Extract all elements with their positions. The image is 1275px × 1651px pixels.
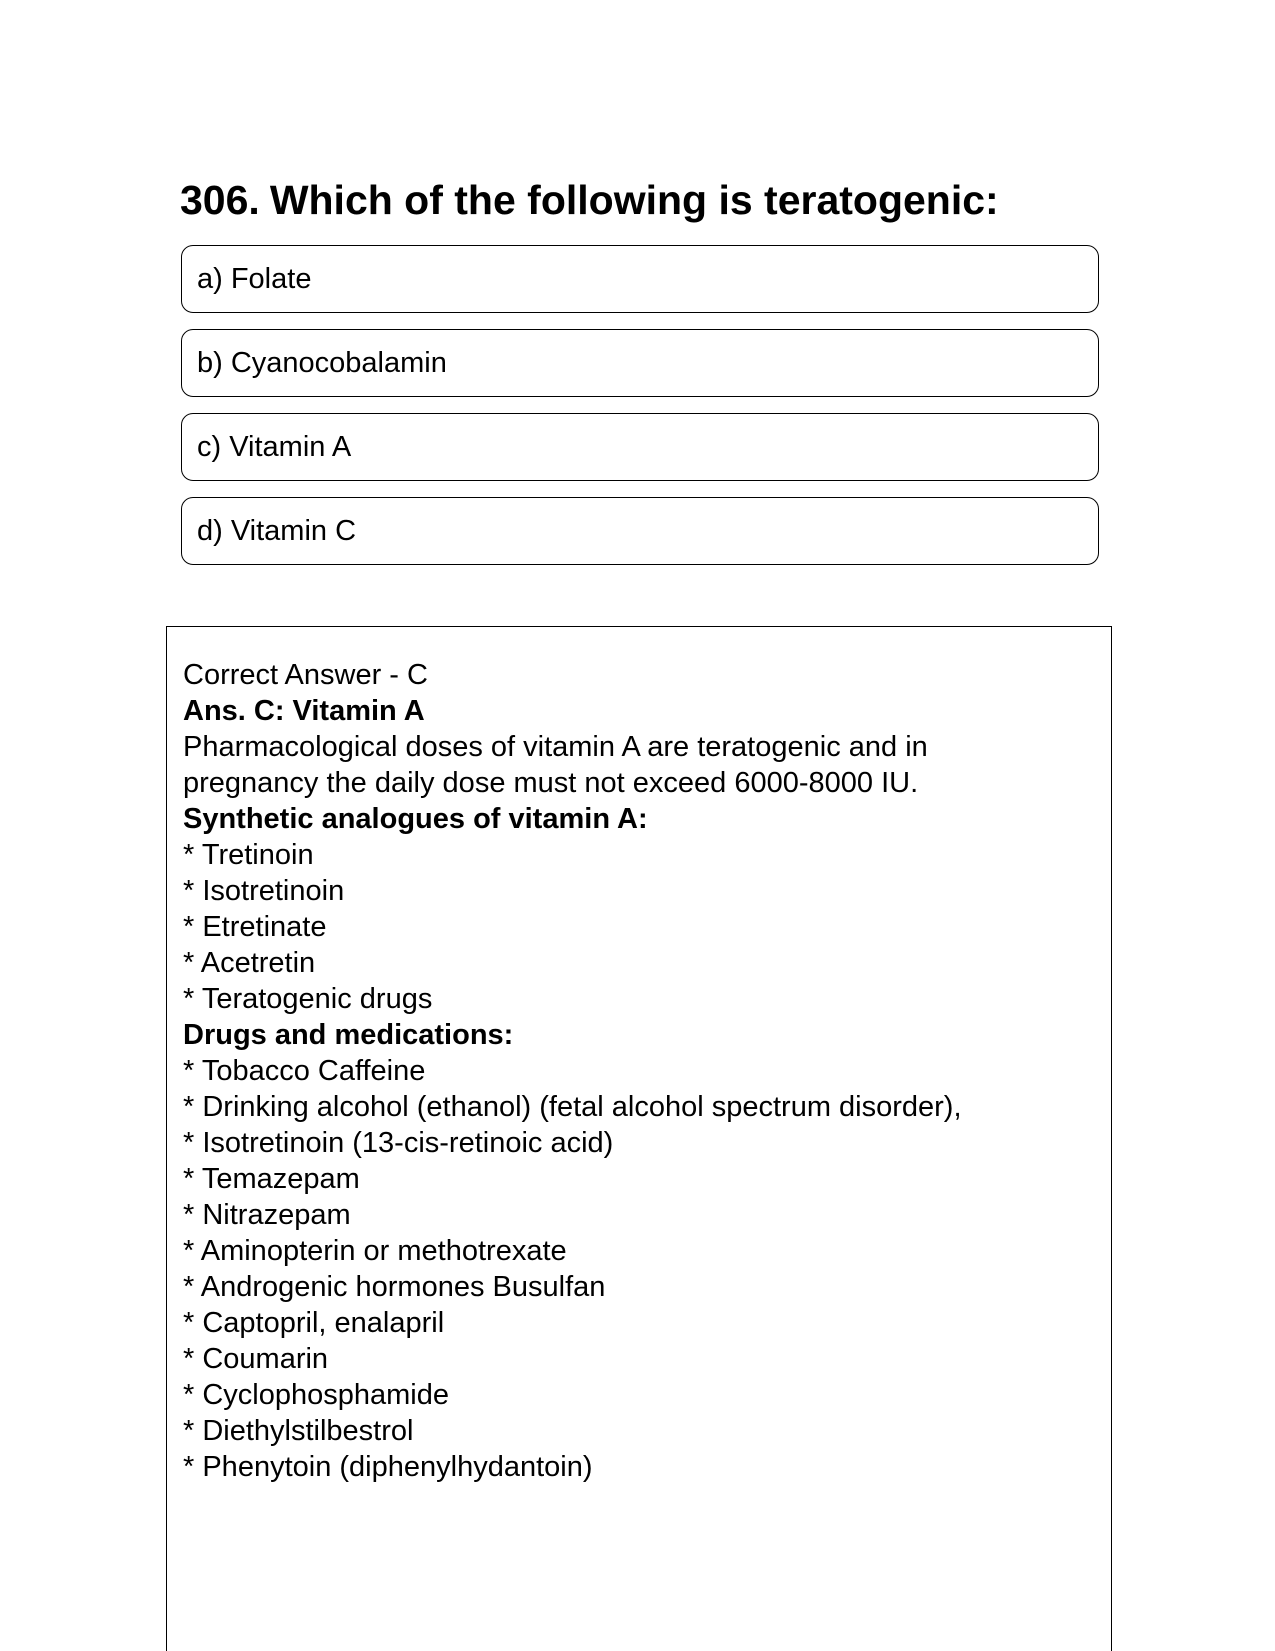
answer-explanation-box: [166, 626, 1112, 1651]
list-item: * Drinking alcohol (ethanol) (fetal alcohol spectrum disorder),: [183, 1091, 962, 1123]
list-item: * Isotretinoin (13-cis-retinoic acid): [183, 1127, 614, 1159]
answer-options: [181, 245, 1099, 581]
list-item: * Diethylstilbestrol: [183, 1415, 414, 1447]
question-number: 306.: [180, 177, 260, 223]
analogues-list: [183, 837, 1096, 1017]
list-item: * Tretinoin: [183, 839, 314, 871]
list-item: * Nitrazepam: [183, 1199, 351, 1231]
option-b[interactable]: b) Cyanocobalamin: [181, 329, 1099, 397]
list-item: * Phenytoin (diphenylhydantoin): [183, 1451, 593, 1483]
drugs-heading: Drugs and medications:: [183, 1019, 514, 1051]
correct-answer-label: Correct Answer - C: [183, 659, 428, 691]
list-item: * Coumarin: [183, 1343, 329, 1375]
list-item: * Teratogenic drugs: [183, 983, 433, 1015]
question-text: Which of the following is teratogenic:: [269, 177, 999, 223]
list-item: * Captopril, enalapril: [183, 1307, 445, 1339]
list-item: * Tobacco Caffeine: [183, 1055, 426, 1087]
option-d[interactable]: d) Vitamin C: [181, 497, 1099, 565]
analogues-heading: Synthetic analogues of vitamin A:: [183, 803, 648, 835]
list-item: * Androgenic hormones Busulfan: [183, 1271, 606, 1303]
option-c[interactable]: c) Vitamin A: [181, 413, 1099, 481]
answer-heading: Ans. C: Vitamin A: [183, 695, 425, 727]
question-title: [180, 176, 999, 225]
list-item: * Aminopterin or methotrexate: [183, 1235, 567, 1267]
list-item: * Acetretin: [183, 947, 316, 979]
drugs-list: [183, 1053, 1096, 1485]
option-a[interactable]: a) Folate: [181, 245, 1099, 313]
list-item: * Cyclophosphamide: [183, 1379, 449, 1411]
list-item: * Isotretinoin: [183, 875, 345, 907]
list-item: * Temazepam: [183, 1163, 360, 1195]
list-item: * Etretinate: [183, 911, 327, 943]
answer-explanation: Pharmacological doses of vitamin A are teratogenic and in pregnancy the daily dose must not exceed 6000-8000 IU.: [183, 731, 928, 799]
